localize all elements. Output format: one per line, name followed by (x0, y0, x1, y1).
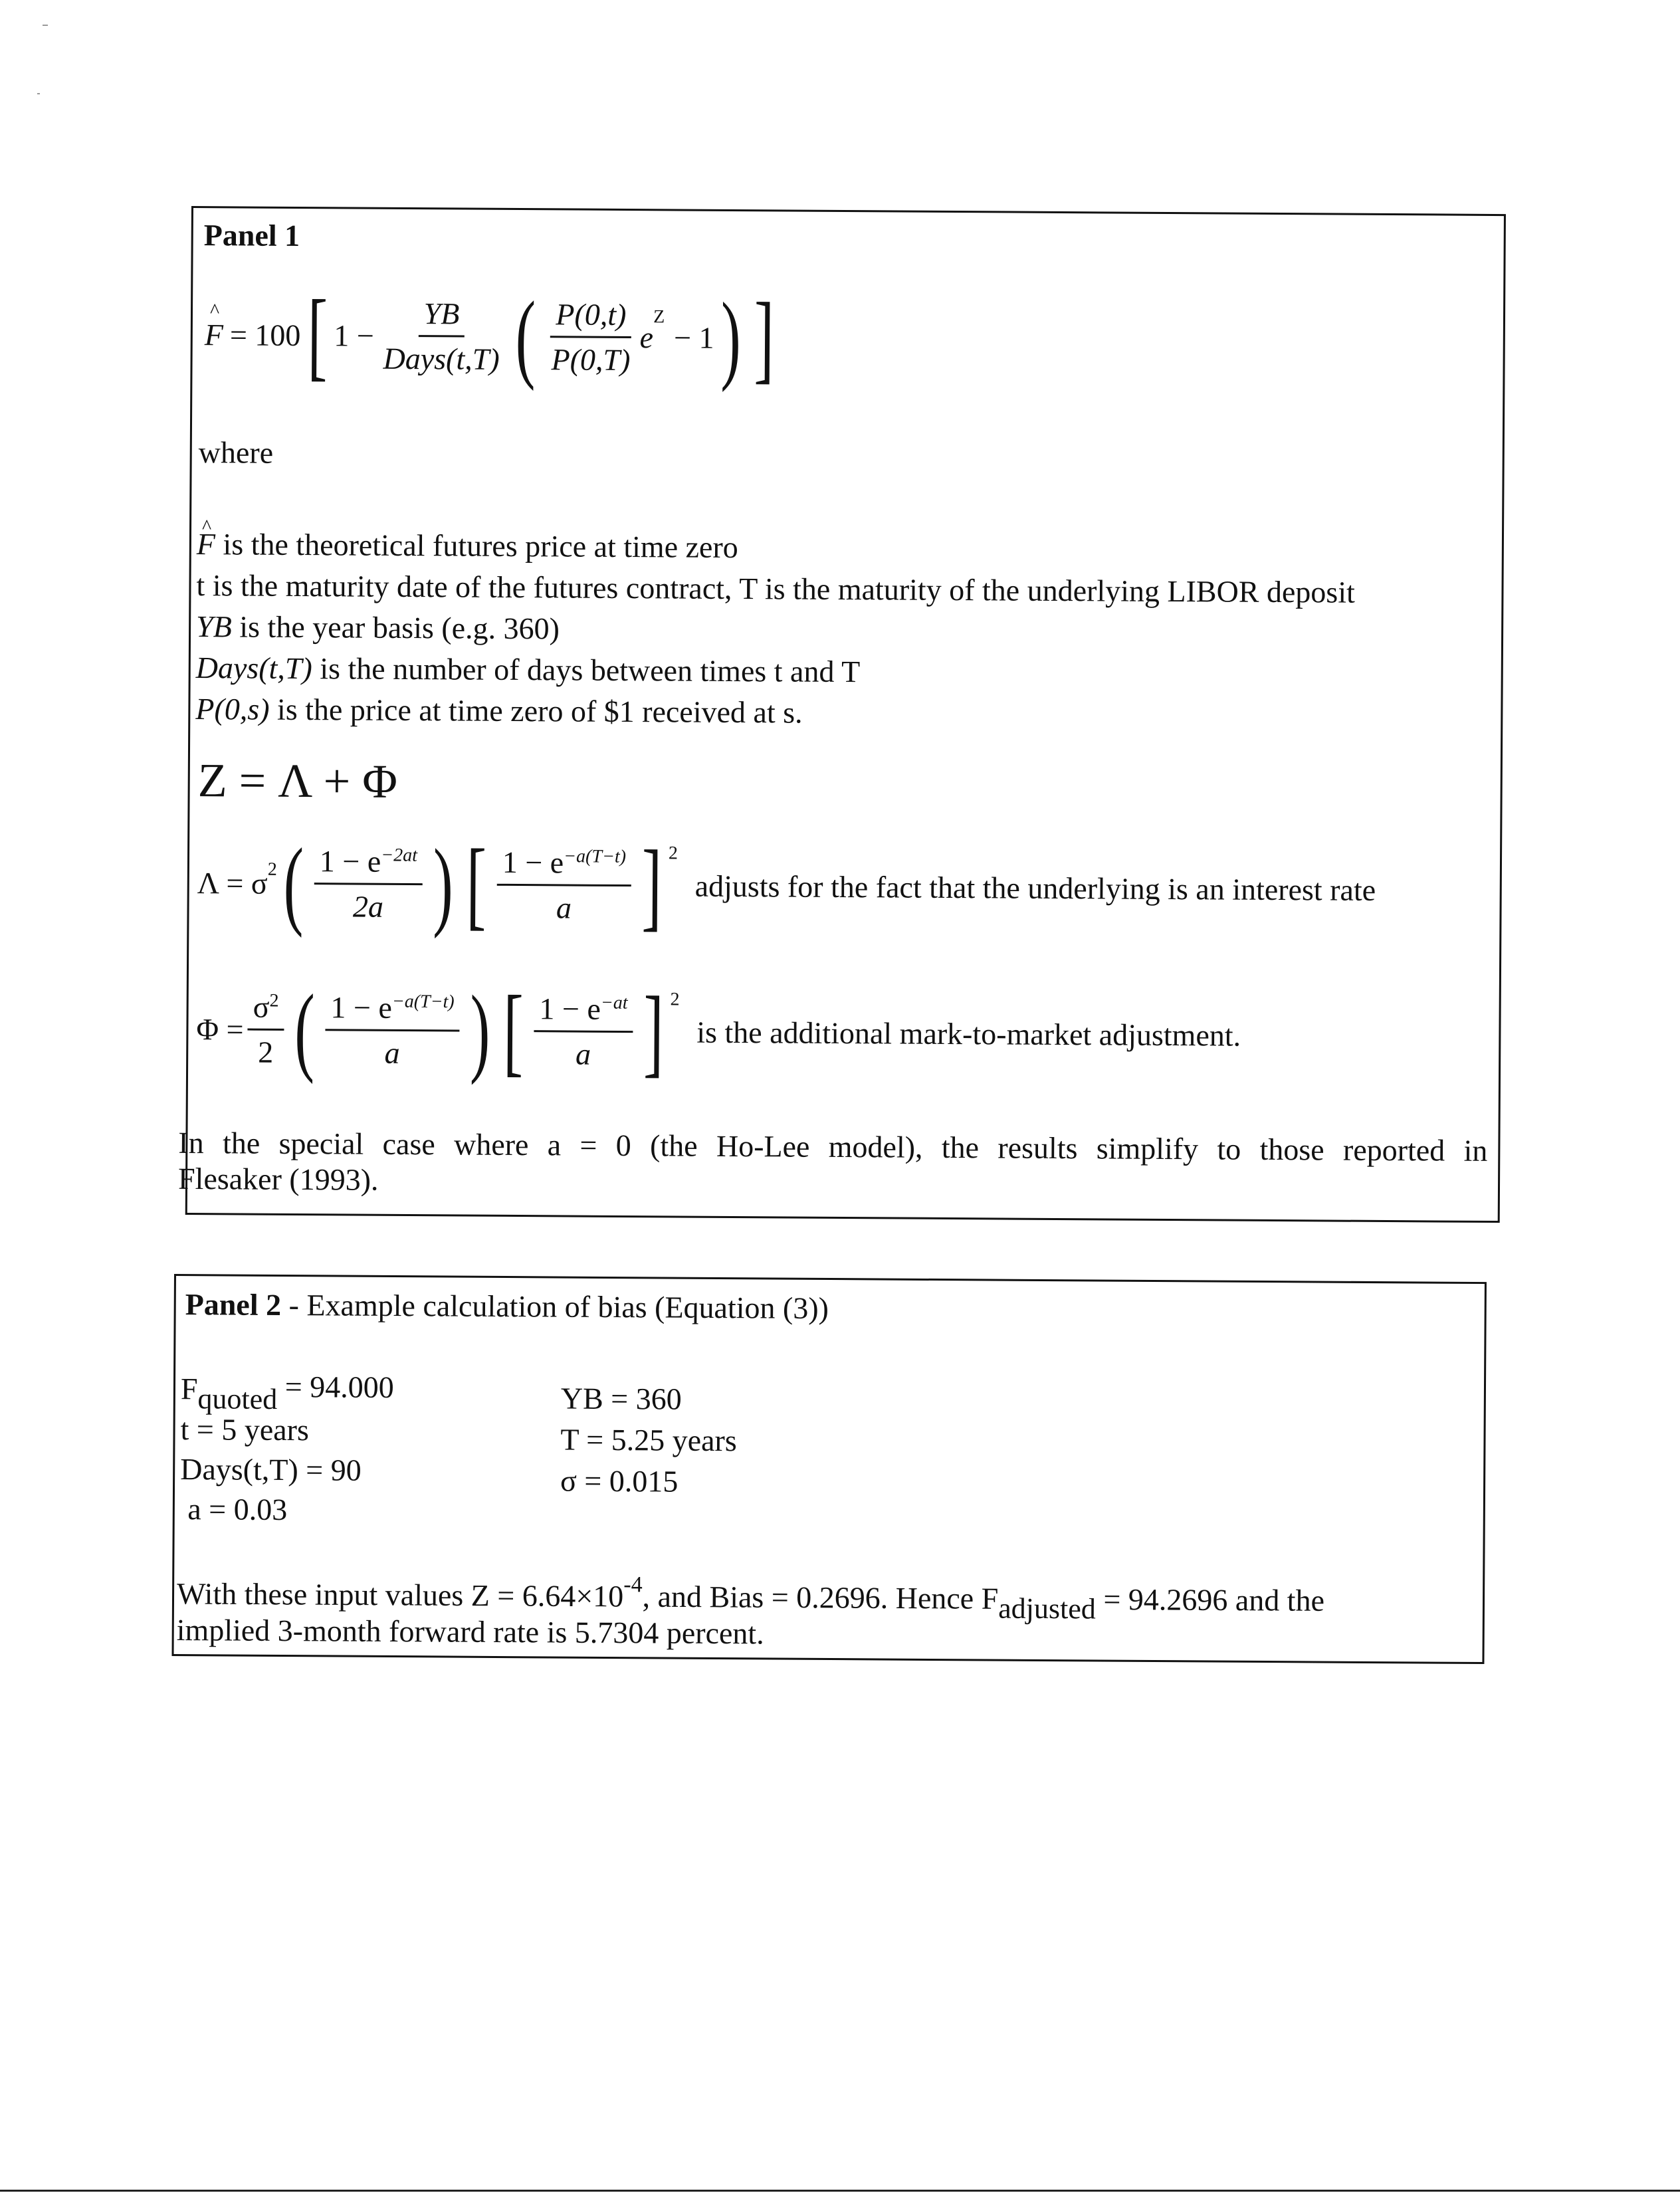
input-T: T = 5.25 years (560, 1422, 737, 1458)
fraction-numerator (534, 991, 633, 1033)
scan-artifact (43, 25, 48, 26)
phi-fraction-2 (534, 991, 633, 1072)
right-paren: ) (433, 829, 454, 940)
input-t: t = 5 years (180, 1412, 310, 1447)
right-bracket: ] (641, 830, 663, 941)
definition-symbol: YB (195, 609, 232, 644)
outer-power: 2 (670, 989, 680, 1010)
fraction-numerator (497, 844, 632, 886)
formula-equals-100: = 100 (229, 317, 301, 352)
outer-power: 2 (668, 843, 679, 864)
panel-1-title: Panel 1 (203, 218, 300, 253)
result-exponent: -4 (623, 1572, 643, 1598)
left-paren: ( (515, 280, 536, 392)
left-paren: ( (283, 827, 304, 939)
phi-coefficient (247, 989, 284, 1069)
fraction-denominator: a (575, 1037, 591, 1071)
numerator-base: 1 − e (330, 990, 392, 1025)
input-list-right (560, 1378, 737, 1503)
numerator-base: σ (253, 990, 270, 1024)
phi-description: is the additional mark-to-market adjustment. (696, 1015, 1241, 1053)
definition-item (196, 565, 1355, 613)
exp-base: e (639, 320, 654, 354)
numerator-power: −a(T−t) (564, 845, 627, 867)
right-paren: ) (469, 975, 490, 1086)
fraction-denominator: 2a (352, 889, 384, 924)
numerator-base: 1 − e (319, 843, 381, 879)
fraction-denominator: a (384, 1035, 400, 1070)
numerator-power: −2at (381, 844, 418, 866)
phi-fraction-1 (325, 990, 460, 1071)
numerator-power: −a(T−t) (391, 991, 455, 1012)
where-label: where (198, 435, 274, 470)
input-value: = 94.000 (277, 1369, 394, 1405)
lambda-lhs: Λ = σ (197, 865, 268, 900)
right-bracket: ] (754, 282, 775, 393)
fraction-numerator (248, 989, 284, 1030)
futures-price-formula (204, 280, 781, 393)
numerator-power: 2 (269, 990, 279, 1011)
lambda-fraction-2 (496, 844, 631, 925)
fraction-numerator: P(0,t) (550, 296, 631, 338)
formula-one-minus: 1 − (334, 318, 374, 353)
result-part-2: , and Bias = 0.2696. Hence F (642, 1579, 999, 1616)
definition-text: is the theoretical futures price at time zero (215, 527, 738, 565)
input-a: a = 0.03 (179, 1492, 288, 1527)
definition-item (196, 647, 1355, 696)
fraction-numerator (325, 990, 460, 1031)
panel-2-title-bold: Panel 2 (185, 1287, 282, 1322)
input-sigma: σ = 0.015 (560, 1463, 679, 1499)
fraction-denominator: 2 (258, 1035, 274, 1069)
input-yb: YB = 360 (560, 1381, 682, 1416)
exp-power: Z (653, 306, 665, 328)
input-days: Days(t,T) = 90 (180, 1452, 362, 1487)
numerator-base: 1 − e (539, 991, 601, 1026)
panel-1 (177, 206, 1506, 1223)
right-paren: ) (720, 282, 742, 393)
fraction-numerator: YB (418, 296, 465, 337)
left-bracket: [ (502, 975, 524, 1087)
result-subscript: adjusted (998, 1592, 1096, 1625)
result-line-2: implied 3-month forward rate is 5.7304 percent. (176, 1613, 764, 1651)
definition-list (195, 524, 1355, 737)
left-bracket: [ (466, 829, 487, 940)
fraction-denominator: a (556, 890, 572, 925)
definition-item (196, 606, 1355, 655)
special-case-line-2: Flesaker (1993). (177, 1161, 379, 1197)
input-f-quoted (180, 1369, 394, 1415)
definition-text: is the year basis (e.g. 360) (231, 609, 560, 646)
panel-2-title (185, 1289, 829, 1324)
z-equation: Z = Λ + Φ (197, 754, 398, 808)
special-case-line-1: In the special case where a = 0 (the Ho-Lee model), the results simplify to those reported in (178, 1125, 1488, 1168)
left-bracket: [ (306, 280, 328, 391)
page-bottom-rule (0, 2190, 1680, 2192)
f-hat-symbol: ^ F (205, 317, 223, 352)
lambda-fraction-1 (314, 843, 423, 924)
numerator-base: 1 − e (502, 845, 564, 879)
panel-2-title-rest: - Example calculation of bias (Equation (3)) (280, 1287, 829, 1326)
phi-formula (196, 974, 1241, 1087)
definition-symbol: Days(t,T) (195, 651, 312, 686)
input-list-left (180, 1369, 394, 1530)
panel-2 (171, 1274, 1486, 1664)
input-subscript: quoted (197, 1382, 278, 1415)
sigma-power: 2 (267, 859, 277, 880)
discount-ratio-fraction (546, 296, 636, 377)
definition-item (197, 524, 1356, 572)
input-label: F (180, 1372, 198, 1406)
definition-symbol: ^ F (197, 524, 215, 565)
phi-lhs: Φ = (196, 1011, 244, 1047)
lambda-description: adjusts for the fact that the underlying is an interest rate (694, 869, 1376, 907)
right-bracket: ] (643, 976, 664, 1087)
definition-text: is the number of days between times t and T (312, 651, 861, 689)
result-line-1 (176, 1568, 1325, 1625)
scan-artifact (37, 93, 40, 94)
definition-text: t is the maturity date of the futures contract, T is the maturity of the underlying LIBOR deposit (196, 568, 1356, 609)
formula-minus-one: − 1 (673, 320, 714, 355)
definition-item (195, 688, 1354, 737)
definition-text: is the price at time zero of $1 received at s. (269, 692, 803, 730)
yb-over-days-fraction (377, 295, 505, 376)
result-part-3: = 94.2696 and the (1095, 1582, 1325, 1618)
definition-symbol: P(0,s) (195, 692, 270, 726)
numerator-power: −at (600, 992, 628, 1013)
fraction-denominator: Days(t,T) (383, 341, 500, 376)
left-paren: ( (294, 974, 315, 1085)
special-case-note (178, 1125, 1488, 1205)
fraction-numerator (314, 843, 423, 885)
result-text (177, 1568, 1325, 1655)
lambda-formula (197, 827, 1376, 941)
result-part-1: With these input values Z = 6.64×10 (176, 1576, 624, 1614)
fraction-denominator: P(0,T) (551, 342, 631, 377)
